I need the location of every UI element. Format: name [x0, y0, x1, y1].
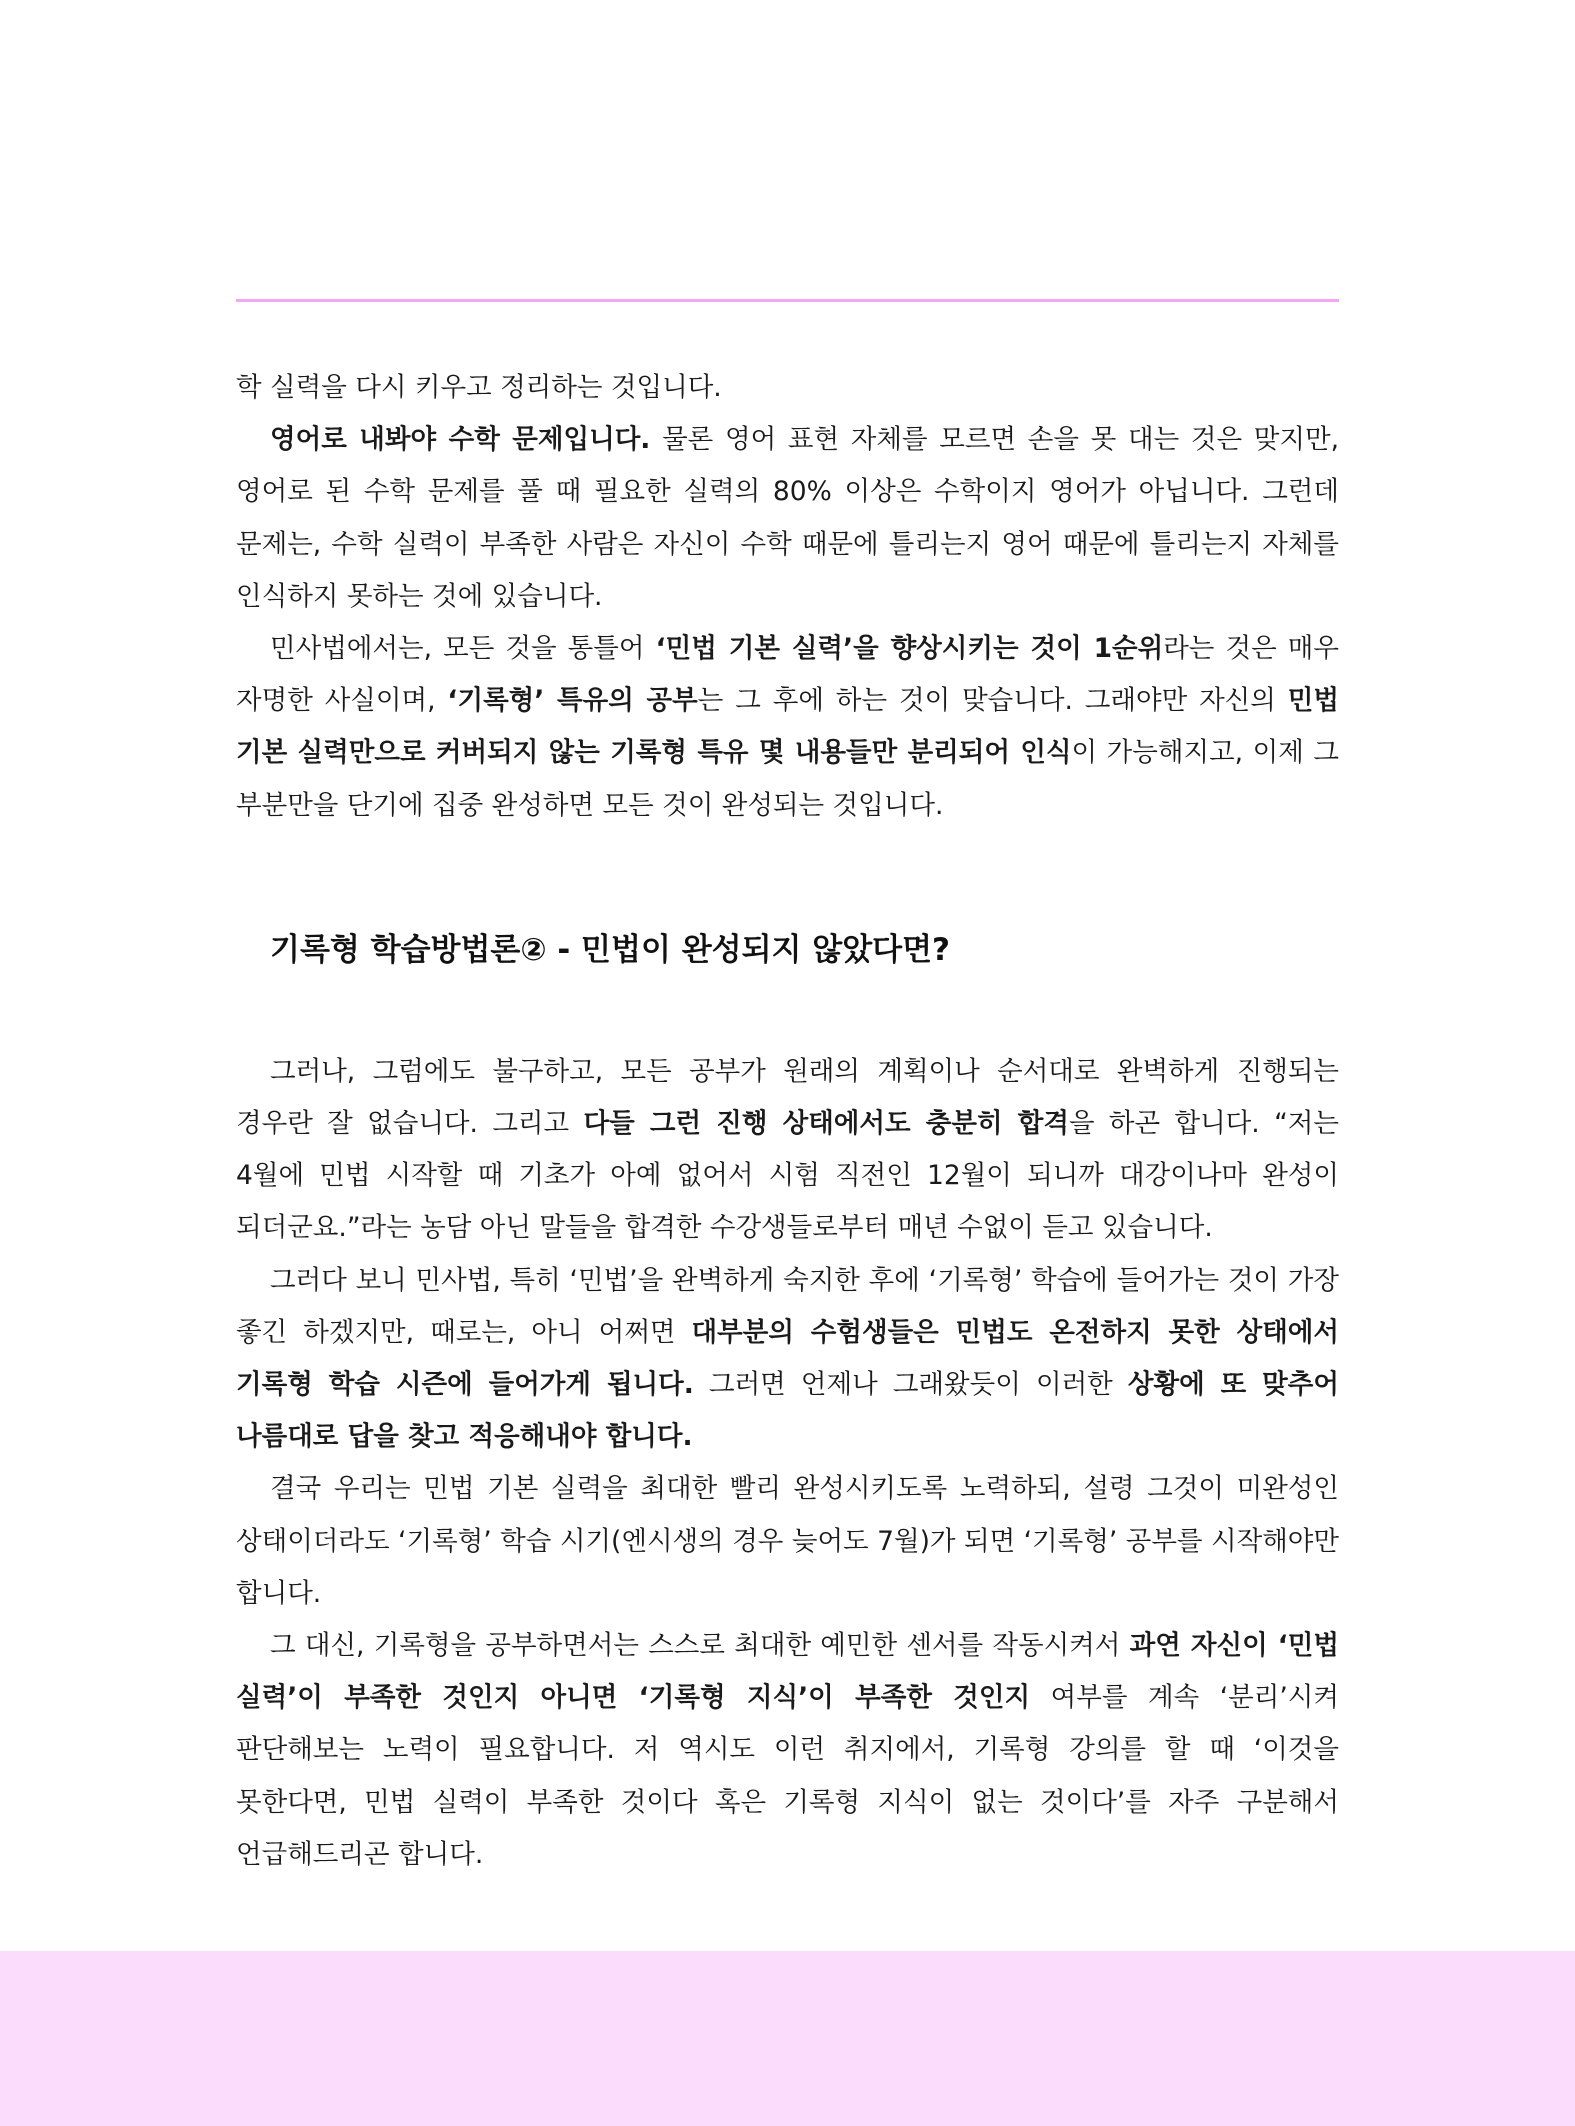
text-run: 이 가능해지고, 이제 그 부분만을 단기에 집중 완성하면 모든 것이 완성되는 것입니다.	[236, 737, 1339, 821]
text-run: 물론 영어 표현 자체를 모르면 손을 못 대는 것은 맞지만, 영어로 된 수학 문제를 풀 때 필요한 실력의 80% 이상은 수학이지 영어가 아닙니다. 그런데 문제는, 수학 실력이 부족한 사람은 자신이 수학 때문에 틀리는지 영어 때문에 틀리는지 자체를 인식하지 못하는 것에 있습니다.	[236, 424, 1340, 612]
emphasized-text: 민법 기본 실력만으로 커버되지 않는 기록형 특유 몇 내용들만 분리되어 인식	[236, 685, 1339, 769]
text-run: 그러나, 그럼에도 불구하고, 모든 공부가 원래의 계획이나 순서대로 완벽하게 진행되는 경우란 잘 없습니다. 그리고	[236, 1055, 1339, 1140]
emphasized-text: 영어로 내봐야 수학 문제입니다.	[270, 424, 651, 456]
section-heading: 기록형 학습방법론② - 민법이 완성되지 않았다면?	[270, 931, 951, 968]
emphasized-text: ‘민법 기본 실력’을 향상시키는 것이 1순위	[655, 633, 1164, 665]
header-divider	[236, 299, 1339, 302]
section-1	[236, 362, 1339, 832]
paragraph-4	[236, 1046, 1339, 1255]
emphasized-text: 대부분의 수험생들은 민법도 온전하지 못한 상태에서 기록형 학습 시즌에 들어가게 됩니다.	[236, 1316, 1339, 1401]
paragraph-1	[236, 362, 1339, 414]
text-run: 학 실력을 다시 키우고 정리하는 것입니다.	[236, 372, 722, 403]
paragraph-5	[236, 1255, 1339, 1464]
paragraph-2	[236, 414, 1339, 623]
paragraph-6	[236, 1463, 1339, 1620]
text-run: 그러다 보니 민사법, 특히 ‘민법’을 완벽하게 숙지한 후에 ‘기록형’ 학습에 들어가는 것이 가장 좋긴 하겠지만, 때로는, 아니 어쩌면	[236, 1264, 1339, 1348]
text-run: 그러면 언제나 그래왔듯이 이러한	[693, 1369, 1128, 1401]
page-body	[236, 362, 1339, 1881]
emphasized-text: ‘기록형’ 특유의 공부	[447, 685, 698, 717]
text-run: 그 대신, 기록형을 공부하면서는 스스로 최대한 예민한 센서를 작동시켜서	[270, 1630, 1130, 1662]
text-run: 결국 우리는 민법 기본 실력을 최대한 빨리 완성시키도록 노력하되, 설령 그것이 미완성인 상태이더라도 ‘기록형’ 학습 시기(엔시생의 경우 늦어도 7월)가 되면 ‘기록형’ 공부를 시작해야만 합니다.	[236, 1473, 1339, 1609]
text-run: 여부를 계속 ‘분리’시켜 판단해보는 노력이 필요합니다. 저 역시도 이런 취지에서, 기록형 강의를 할 때 ‘이것을 못한다면, 민법 실력이 부족한 것이다 혹은 기록형 지식이 없는 것이다’를 자주 구분해서 언급해드리곤 합니다.	[236, 1682, 1339, 1870]
text-run: 라는 것은 매우 자명한 사실이며,	[236, 633, 1339, 717]
paragraph-7	[236, 1620, 1339, 1881]
emphasized-text: 과연 자신이 ‘민법 실력’이 부족한 것인지 아니면 ‘기록형 지식’이 부족한 것인지	[236, 1630, 1339, 1714]
footer-band	[0, 1951, 1575, 2126]
paragraph-3	[236, 623, 1339, 832]
text-run: 을 하곤 합니다. “저는 4월에 민법 시작할 때 기초가 아예 없어서 시험 직전인 12월이 되니까 대강이나마 완성이 되더군요.”라는 농담 아닌 말들을 합격한 수강생들로부터 매년 수없이 듣고 있습니다.	[236, 1108, 1340, 1244]
section-2	[236, 1046, 1339, 1881]
emphasized-text: 다들 그런 진행 상태에서도 충분히 합격	[583, 1108, 1069, 1140]
text-run: 민사법에서는, 모든 것을 통틀어	[270, 633, 656, 665]
text-run: 는 그 후에 하는 것이 맞습니다. 그래야만 자신의	[697, 685, 1288, 717]
emphasized-text: 상황에 또 맞추어 나름대로 답을 찾고 적응해내야 합니다.	[236, 1369, 1339, 1453]
